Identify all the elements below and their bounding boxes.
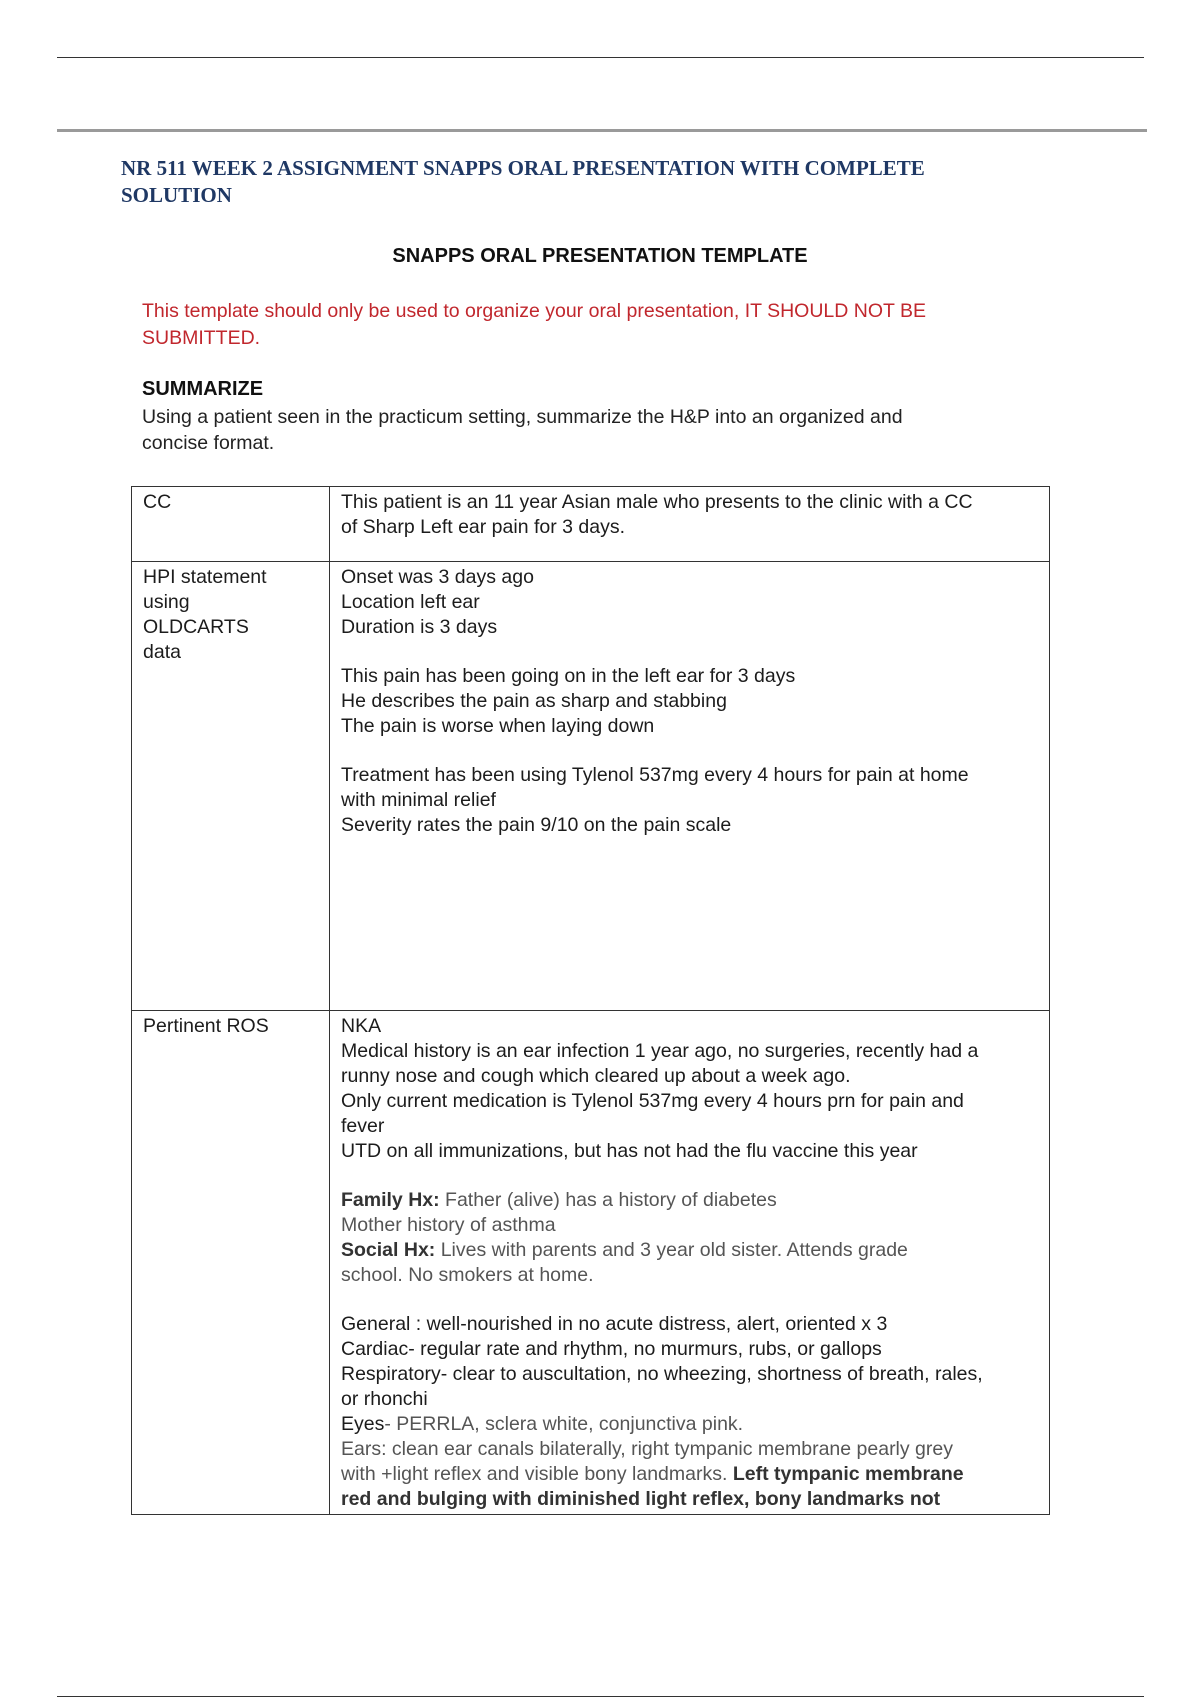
ros-line: fever	[341, 1115, 385, 1137]
ros-line: UTD on all immunizations, but has not had the flu vaccine this year	[341, 1140, 918, 1162]
hpi-label-line: OLDCARTS	[143, 616, 249, 638]
hpi-aggravating: The pain is worse when laying down	[341, 715, 655, 737]
hpi-line: This pain has been going on in the left ear for 3 days	[341, 665, 796, 687]
exam-ears: Ears: clean ear canals bilaterally, right tympanic membrane pearly grey	[341, 1438, 953, 1460]
summarize-line-1: Using a patient seen in the practicum setting, summarize the H&P into an organized and	[142, 406, 903, 428]
table-row-ros	[132, 1011, 1050, 1515]
bottom-rule	[57, 1696, 1144, 1697]
hpi-duration: Duration is 3 days	[341, 616, 498, 638]
ros-line: Medical history is an ear infection 1 year ago, no surgeries, recently had a	[341, 1040, 979, 1062]
cc-line-1: This patient is an 11 year Asian male who presents to the clinic with a CC	[341, 491, 973, 513]
ros-label: Pertinent ROS	[132, 1011, 330, 1515]
hpi-content	[330, 562, 1050, 1011]
social-history	[341, 1238, 1035, 1263]
family-history-line-2: Mother history of asthma	[341, 1214, 556, 1236]
cc-label: CC	[132, 487, 330, 562]
ros-line: Only current medication is Tylenol 537mg every 4 hours prn for pain and	[341, 1090, 964, 1112]
title-line-2: SOLUTION	[121, 183, 232, 207]
exam-general: General : well-nourished in no acute distress, alert, oriented x 3	[341, 1313, 888, 1335]
hpi-character: He describes the pain as sharp and stabbing	[341, 690, 727, 712]
hpi-label-line: HPI statement	[143, 566, 267, 588]
hpi-label-line: using	[143, 591, 190, 613]
social-history-label: Social Hx:	[341, 1239, 436, 1261]
hpi-treatment: Treatment has been using Tylenol 537mg every 4 hours for pain at home	[341, 764, 969, 786]
family-history-text: Father (alive) has a history of diabetes	[439, 1189, 777, 1211]
top-rule	[57, 57, 1144, 58]
family-history	[341, 1188, 1035, 1213]
hp-table	[131, 486, 1050, 1515]
warning-line-2: SUBMITTED.	[142, 327, 261, 349]
hpi-severity: Severity rates the pain 9/10 on the pain scale	[341, 814, 732, 836]
header-rule	[57, 129, 1147, 132]
table-row-cc	[132, 487, 1050, 562]
hpi-label	[132, 562, 330, 1011]
exam-eyes	[341, 1412, 1035, 1437]
hpi-onset: Onset was 3 days ago	[341, 566, 534, 588]
ros-line: runny nose and cough which cleared up about a week ago.	[341, 1065, 851, 1087]
table-row-hpi	[132, 562, 1050, 1011]
exam-ears-cont	[341, 1462, 1035, 1487]
summarize-line-2: concise format.	[142, 432, 275, 454]
exam-respiratory: Respiratory- clear to auscultation, no wheezing, shortness of breath, rales,	[341, 1363, 983, 1385]
eyes-text: - PERRLA, sclera white, conjunctiva pink.	[384, 1413, 744, 1435]
ros-content	[330, 1011, 1050, 1515]
eyes-label: Eyes	[341, 1413, 385, 1435]
hpi-treatment-cont: with minimal relief	[341, 789, 496, 811]
hpi-label-line: data	[143, 641, 181, 663]
template-heading: SNAPPS ORAL PRESENTATION TEMPLATE	[392, 245, 808, 267]
exam-cardiac: Cardiac- regular rate and rhythm, no murmurs, rubs, or gallops	[341, 1338, 882, 1360]
warning-note	[142, 298, 1042, 352]
cc-line-2: of Sharp Left ear pain for 3 days.	[341, 516, 626, 538]
social-history-text: Lives with parents and 3 year old sister. Attends grade	[435, 1239, 908, 1261]
ears-bold: Left tympanic membrane	[732, 1463, 964, 1485]
ros-allergies: NKA	[341, 1015, 382, 1037]
hpi-location: Location left ear	[341, 591, 480, 613]
social-history-line-2: school. No smokers at home.	[341, 1264, 594, 1286]
summarize-heading: SUMMARIZE	[142, 378, 264, 400]
title-line-1: NR 511 WEEK 2 ASSIGNMENT SNAPPS ORAL PRESENTATION WITH COMPLETE	[121, 156, 925, 180]
family-history-label: Family Hx:	[341, 1189, 440, 1211]
warning-line-1: This template should only be used to organize your oral presentation, IT SHOULD NOT BE	[142, 300, 927, 322]
summarize-instruction	[142, 404, 1042, 456]
cc-content	[330, 487, 1050, 562]
document-title	[121, 155, 1081, 209]
exam-ears-bold-cont: red and bulging with diminished light reflex, bony landmarks not	[341, 1488, 941, 1510]
ears-plain: with +light reflex and visible bony landmarks.	[341, 1463, 733, 1485]
exam-respiratory-cont: or rhonchi	[341, 1388, 428, 1410]
